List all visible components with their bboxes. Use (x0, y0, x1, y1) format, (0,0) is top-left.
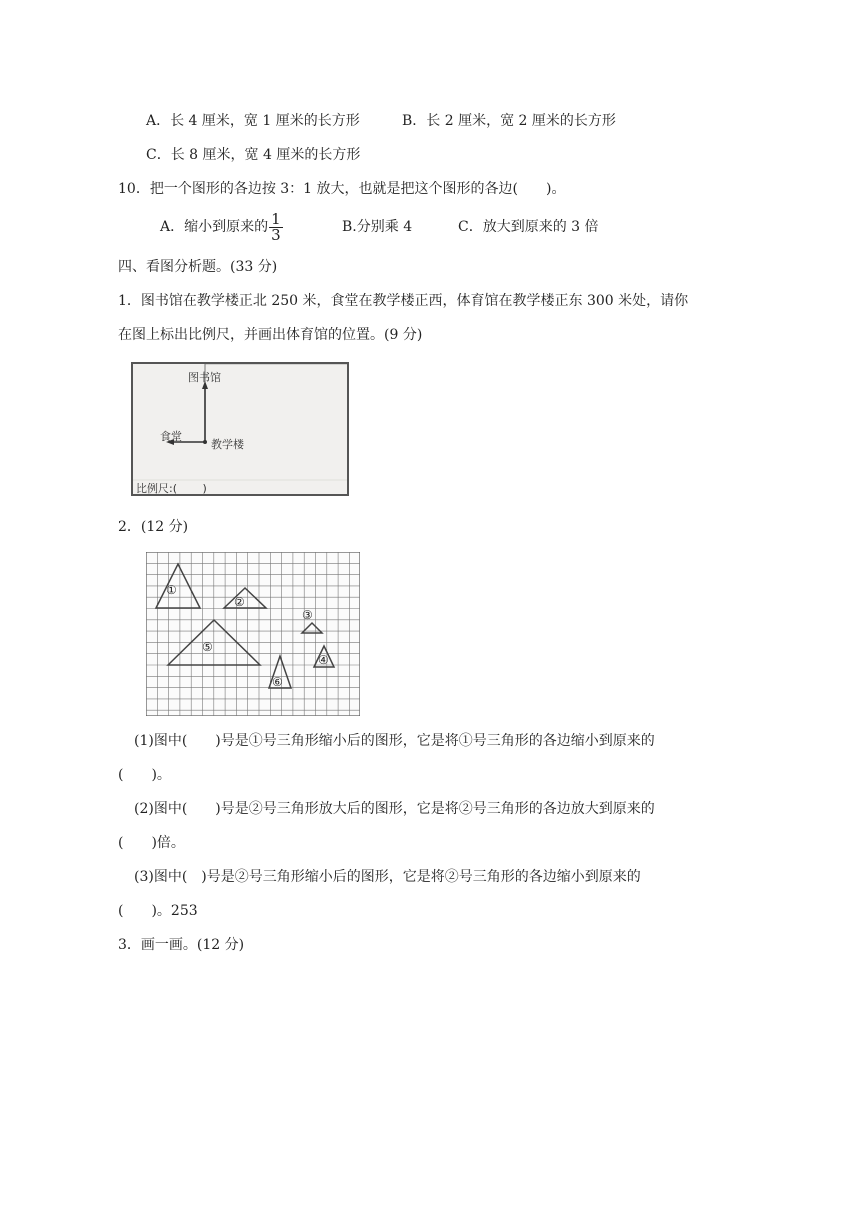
triangle-5-label: ⑤ (202, 640, 213, 654)
scale-label: 比例尺:( ) (136, 482, 207, 495)
q9-option-b: B．长 2 厘米，宽 2 厘米的长方形 (402, 113, 616, 129)
triangle-2-label: ② (234, 595, 245, 609)
q10-option-c: C．放大到原来的 3 倍 (458, 219, 599, 235)
triangle-3-label: ③ (302, 608, 313, 622)
grid-border (146, 552, 360, 716)
q9-option-c: C．长 8 厘米，宽 4 厘米的长方形 (146, 147, 361, 163)
q2-title: 2．(12 分) (118, 519, 189, 535)
q2-sub3-line2: ( )。253 (118, 903, 198, 919)
q3-title: 3．画一画。(12 分) (118, 937, 245, 953)
q10-option-b: B.分别乘 4 (342, 219, 413, 235)
fraction-numerator: 1 (271, 209, 281, 228)
q1-text-line2: 在图上标出比例尺，并画出体育馆的位置。(9 分) (118, 327, 423, 343)
q2-sub2-line2: ( )倍。 (118, 835, 185, 851)
q2-sub3-line1: (3)图中( )号是②号三角形缩小后的图形，它是将②号三角形的各边缩小到原来的 (134, 869, 641, 885)
triangle-6-label: ⑥ (272, 675, 283, 689)
triangle-grid-figure (146, 552, 360, 720)
grid-svg (146, 552, 360, 716)
one-third-fraction (269, 209, 283, 244)
section4-title: 四、看图分析题。(33 分) (118, 259, 278, 275)
q10-option-a-prefix: A．缩小到原来的 (160, 219, 269, 235)
triangle-1-label: ① (166, 583, 177, 597)
teaching-building-label: 教学楼 (211, 438, 244, 451)
canteen-label: 食堂 (160, 430, 182, 443)
q10-stem: 10．把一个图形的各边按 3：1 放大，也就是把这个图形的各边( )。 (118, 181, 566, 197)
teaching-building-point (203, 440, 207, 444)
q2-sub1-line2: ( )。 (118, 767, 171, 783)
q10-option-a (160, 209, 284, 245)
q1-text-line1: 1．图书馆在教学楼正北 250 米，食堂在教学楼正西，体育馆在教学楼正东 300 米处，请你 (118, 293, 689, 309)
triangle-4-label: ④ (318, 653, 329, 667)
campus-map-figure (131, 362, 349, 496)
q9-option-a: A．长 4 厘米，宽 1 厘米的长方形 (146, 113, 360, 129)
library-label: 图书馆 (188, 371, 221, 384)
q2-sub1-line1: (1)图中( )号是①号三角形缩小后的图形，它是将①号三角形的各边缩小到原来的 (134, 733, 655, 749)
fraction-denominator: 3 (271, 225, 281, 244)
q2-sub2-line1: (2)图中( )号是②号三角形放大后的图形，它是将②号三角形的各边放大到原来的 (134, 801, 655, 817)
